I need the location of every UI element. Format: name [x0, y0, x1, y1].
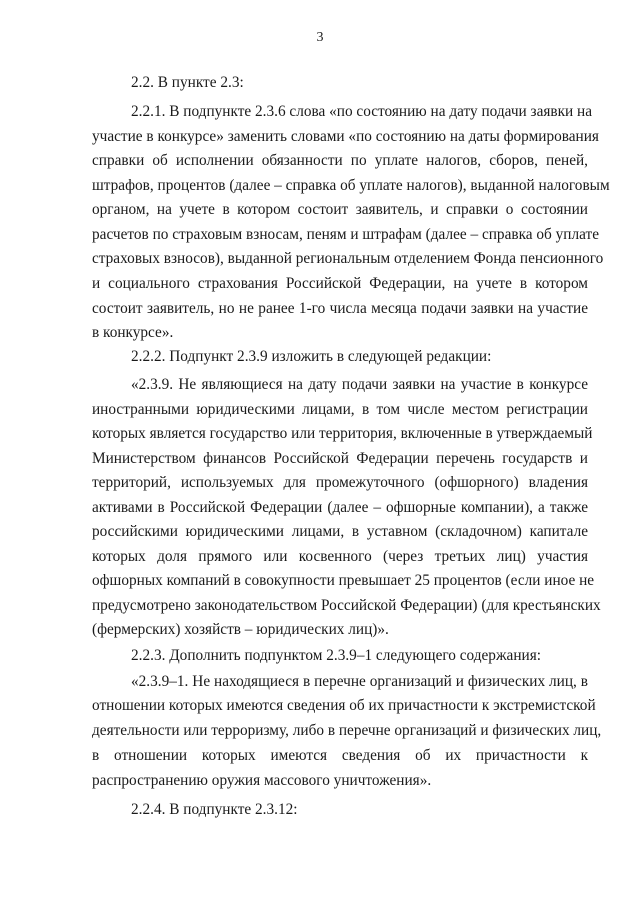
text-line: офшорных компаний в совокупности превышает 25 процентов (если иное не	[92, 572, 595, 589]
text-line: 2.2.2. Подпункт 2.3.9 изложить в следующей редакции:	[131, 348, 492, 365]
text-line: Министерством финансов Российской Федерации перечень государств и	[92, 450, 588, 467]
text-line: распространению оружия массового уничтожения».	[92, 772, 432, 789]
text-line: деятельности или терроризму, либо в перечне организаций и физических лиц,	[92, 722, 602, 739]
text-line: которых является государство или территория, включенные в утверждаемый	[92, 425, 593, 442]
text-line: отношении которых имеются сведения об их причастности к экстремистской	[92, 697, 596, 714]
text-line: «2.3.9. Не являющиеся на дату подачи заявки на участие в конкурсе	[131, 376, 588, 393]
text-line: территорий, используемых для промежуточного (офшорного) владения	[92, 474, 588, 491]
text-line: иностранными юридическими лицами, в том числе местом регистрации	[92, 401, 588, 418]
text-line: страховых взносов), выданной региональным отделением Фонда пенсионного	[92, 250, 604, 267]
page-number: 3	[316, 30, 324, 45]
text-line: активами в Российской Федерации (далее – офшорные компании), а также	[92, 499, 588, 516]
text-line: (фермерских) хозяйств – юридических лиц)».	[92, 621, 389, 638]
text-line: и социального страхования Российской Федерации, на учете в котором	[92, 275, 588, 292]
text-line: 2.2. В пункте 2.3:	[131, 74, 244, 91]
text-line: 2.2.3. Дополнить подпунктом 2.3.9–1 следующего содержания:	[131, 647, 541, 664]
text-line: которых доля прямого или косвенного (через третьих лиц) участия	[92, 548, 588, 565]
text-line: российскими юридическими лицами, в уставном (складочном) капитале	[92, 523, 588, 540]
text-line: справки об исполнении обязанности по уплате налогов, сборов, пеней,	[92, 152, 588, 169]
text-line: в отношении которых имеются сведения об их причастности к	[92, 747, 588, 764]
text-line: в конкурсе».	[92, 324, 174, 341]
text-line: органом, на учете в котором состоит заявитель, и справки о состоянии	[92, 201, 588, 218]
text-line: 2.2.1. В подпункте 2.3.6 слова «по состоянию на дату подачи заявки на	[131, 103, 593, 120]
text-line: «2.3.9–1. Не находящиеся в перечне организаций и физических лиц, в	[131, 673, 588, 690]
text-line: 2.2.4. В подпункте 2.3.12:	[131, 801, 298, 818]
text-line: расчетов по страховым взносам, пеням и штрафам (далее – справка об уплате	[92, 226, 599, 243]
text-line: участие в конкурсе» заменить словами «по состоянию на даты формирования	[92, 128, 599, 145]
text-line: предусмотрено законодательством Российской Федерации) (для крестьянских	[92, 597, 601, 614]
text-line: состоит заявитель, но не ранее 1-го числа месяца подачи заявки на участие	[92, 300, 588, 317]
text-line: штрафов, процентов (далее – справка об уплате налогов), выданной налоговым	[92, 177, 610, 194]
